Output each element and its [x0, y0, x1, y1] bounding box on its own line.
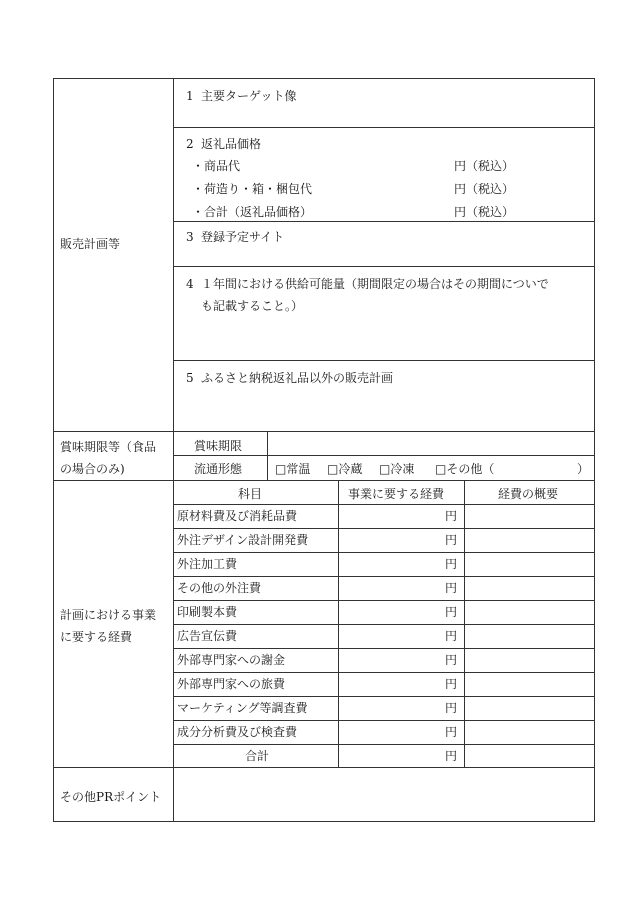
expense-summary-input[interactable]: [465, 625, 594, 648]
other-plan-number: 5: [186, 371, 194, 385]
option-refrigerated-checkbox[interactable]: □冷蔵: [327, 462, 363, 476]
expense-item-label: 外注加工費: [177, 557, 238, 571]
divider: [173, 455, 595, 456]
expense-item-label: 印刷製本費: [177, 605, 238, 619]
yen-unit: 円: [445, 653, 458, 667]
yen-unit: 円: [445, 581, 458, 595]
expense-summary-input[interactable]: [465, 697, 594, 720]
expense-summary-input[interactable]: [465, 673, 594, 696]
expense-summary-input[interactable]: [465, 505, 594, 528]
expense-item-label: 外部専門家への旅費: [177, 677, 286, 691]
header-cost: 事業に要する経費: [348, 487, 445, 501]
sales-plan-label: 販売計画等: [60, 237, 121, 251]
section-divider: [54, 480, 595, 481]
option-frozen-checkbox[interactable]: □冷凍: [379, 462, 415, 476]
expense-item-label: 原材料費及び消耗品費: [177, 509, 298, 523]
expense-item-label: 広告宣伝費: [177, 629, 238, 643]
shelf-life-label-2: の場合のみ): [60, 462, 125, 476]
divider: [173, 221, 595, 222]
expense-summary-input[interactable]: [465, 529, 594, 552]
expense-item-label: 外注デザイン設計開発費: [177, 533, 309, 547]
yen-unit: 円: [445, 677, 458, 691]
shelf-life-label-1: 賞味期限等（食品: [60, 440, 157, 454]
yen-unit: 円: [445, 701, 458, 715]
header-summary: 経費の概要: [498, 487, 559, 501]
price-item-total: ・合計（返礼品価格）: [192, 205, 313, 219]
price-title: 返礼品価格: [201, 137, 262, 151]
divider: [173, 266, 595, 267]
target-title: 主要ターゲット像: [201, 89, 297, 103]
distribution-label: 流通形態: [194, 462, 243, 476]
expiry-field[interactable]: [268, 432, 594, 454]
yen-unit: 円: [445, 509, 458, 523]
price-unit-packing: 円（税込）: [454, 182, 515, 196]
expenses-label-2: に要する経費: [60, 630, 133, 644]
target-number: 1: [186, 89, 194, 103]
expiry-label: 賞味期限: [194, 439, 243, 453]
price-item-packing: ・荷造り・箱・梱包代: [192, 182, 313, 196]
supply-line-2: も記載すること。）: [201, 299, 304, 313]
expenses-label-1: 計画における事業: [60, 608, 157, 622]
total-row-label: 合計: [245, 749, 270, 763]
yen-unit: 円: [445, 749, 458, 763]
expense-item-label: その他の外注費: [177, 581, 262, 595]
total-summary-input[interactable]: [465, 745, 594, 768]
application-form: [53, 78, 595, 822]
expense-summary-input[interactable]: [465, 553, 594, 576]
expense-item-label: マーケティング等調査費: [177, 701, 308, 715]
yen-unit: 円: [445, 605, 458, 619]
other-plan-title: ふるさと納税返礼品以外の販売計画: [201, 371, 394, 385]
supply-number: 4: [186, 277, 194, 291]
expense-summary-input[interactable]: [465, 721, 594, 744]
supply-line-1: １年間における供給可能量（期間限定の場合はその期間についで: [201, 277, 549, 291]
price-unit-product: 円（税込）: [454, 159, 515, 173]
label-column-divider: [173, 79, 174, 822]
yen-unit: 円: [445, 629, 458, 643]
option-other-close: ）: [577, 462, 590, 476]
divider: [173, 127, 595, 128]
site-title: 登録予定サイト: [201, 230, 285, 244]
pr-field[interactable]: [174, 768, 594, 821]
option-room-temp-checkbox[interactable]: □常温: [275, 462, 311, 476]
yen-unit: 円: [445, 725, 458, 739]
expense-summary-input[interactable]: [465, 649, 594, 672]
option-other-checkbox[interactable]: □その他（: [435, 462, 495, 476]
price-unit-total: 円（税込）: [454, 205, 515, 219]
expense-summary-input[interactable]: [465, 577, 594, 600]
divider: [173, 360, 595, 361]
expense-summary-input[interactable]: [465, 601, 594, 624]
expense-item-label: 成分分析費及び検査費: [177, 725, 298, 739]
pr-label: その他PRポイント: [60, 790, 162, 804]
site-number: 3: [186, 230, 194, 244]
yen-unit: 円: [445, 557, 458, 571]
yen-unit: 円: [445, 533, 458, 547]
price-number: 2: [186, 137, 194, 151]
header-item: 科目: [238, 487, 263, 501]
price-item-product: ・商品代: [192, 159, 241, 173]
expense-item-label: 外部専門家への謝金: [177, 653, 286, 667]
